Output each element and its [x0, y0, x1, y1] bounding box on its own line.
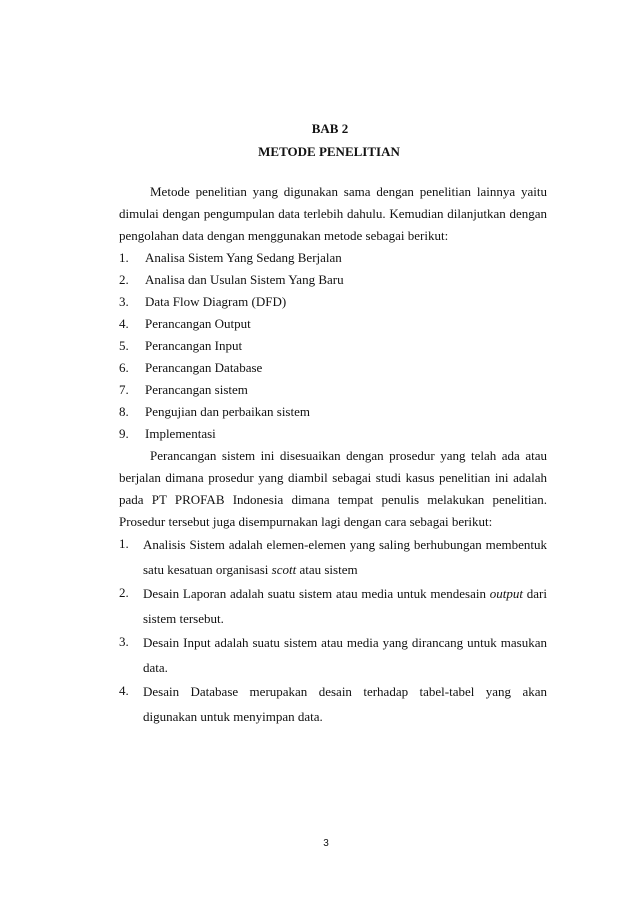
- list-number: 7.: [119, 382, 129, 397]
- definition-number: 1.: [119, 536, 129, 551]
- list-text: Perancangan Output: [145, 316, 251, 331]
- definition-number: 2.: [119, 585, 129, 600]
- definition-item: [119, 582, 547, 631]
- chapter-title: METODE PENELITIAN: [258, 144, 400, 159]
- list-item: [119, 401, 547, 423]
- definition-item: [119, 533, 547, 582]
- definition-text: [143, 582, 547, 631]
- list-item: [119, 357, 547, 379]
- procedure-paragraph: Perancangan sistem ini disesuaikan dengan prosedur yang telah ada atau berjalan dimana prosedur yang diambil sebagai studi kasus penelitian ini adalah pada PT PROFAB Indonesia dimana tempat penulis melakukan penelitian. Prosedur tersebut juga disempurnakan lagi dengan cara sebagai berikut:: [119, 448, 547, 529]
- list-item: [119, 291, 547, 313]
- list-number: 1.: [119, 250, 129, 265]
- list-text: Perancangan Input: [145, 338, 243, 353]
- list-text: Analisa Sistem Yang Sedang Berjalan: [145, 250, 342, 265]
- definition-text-part: Analisis Sistem adalah elemen-elemen yang saling berhubungan membentuk satu kesatuan organisasi: [143, 537, 547, 577]
- definition-emphasis: scott: [271, 561, 297, 577]
- list-number: 2.: [119, 272, 129, 287]
- definition-number: 3.: [119, 634, 129, 649]
- definition-text-part: Desain Laporan adalah suatu sistem atau media untuk mendesain: [143, 586, 490, 601]
- list-text: Perancangan sistem: [145, 382, 248, 397]
- definition-text: [143, 631, 547, 680]
- list-number: 3.: [119, 294, 129, 309]
- method-steps-list: [119, 247, 547, 445]
- page-body: [119, 181, 547, 729]
- definition-text-part: Desain Database merupakan desain terhadap tabel-tabel yang akan digunakan untuk menyimpan data.: [143, 684, 547, 724]
- list-text: Data Flow Diagram (DFD): [145, 294, 287, 309]
- definition-item: [119, 680, 547, 729]
- list-number: 5.: [119, 338, 129, 353]
- definition-text: [143, 533, 547, 582]
- list-item: [119, 423, 547, 445]
- list-number: 9.: [119, 426, 129, 441]
- page-number: 3: [323, 838, 329, 849]
- definition-text-part: dari sistem tersebut.: [143, 586, 547, 626]
- list-text: Pengujian dan perbaikan sistem: [145, 404, 310, 419]
- list-number: 8.: [119, 404, 129, 419]
- definition-number: 4.: [119, 683, 129, 698]
- chapter-heading: BAB 2: [311, 121, 349, 136]
- list-text: Perancangan Database: [145, 360, 263, 375]
- definition-text-part: atau sistem: [296, 561, 358, 577]
- list-item: [119, 379, 547, 401]
- list-item: [119, 269, 547, 291]
- definition-item: [119, 631, 547, 680]
- intro-paragraph: Metode penelitian yang digunakan sama dengan penelitian lainnya yaitu dimulai dengan pengumpulan data terlebih dahulu. Kemudian dilanjutkan dengan pengolahan data dengan menggunakan metode sebagai berikut:: [119, 184, 547, 243]
- definition-text-part: Desain Input adalah suatu sistem atau media yang dirancang untuk masukan data.: [143, 635, 547, 675]
- list-text: Analisa dan Usulan Sistem Yang Baru: [145, 272, 344, 287]
- list-item: [119, 335, 547, 357]
- list-text: Implementasi: [145, 426, 216, 441]
- list-number: 4.: [119, 316, 129, 331]
- list-item: [119, 313, 547, 335]
- list-number: 6.: [119, 360, 129, 375]
- list-item: [119, 247, 547, 269]
- procedure-definitions-list: [119, 533, 547, 729]
- definition-emphasis: output: [489, 586, 523, 601]
- definition-text: [143, 680, 547, 729]
